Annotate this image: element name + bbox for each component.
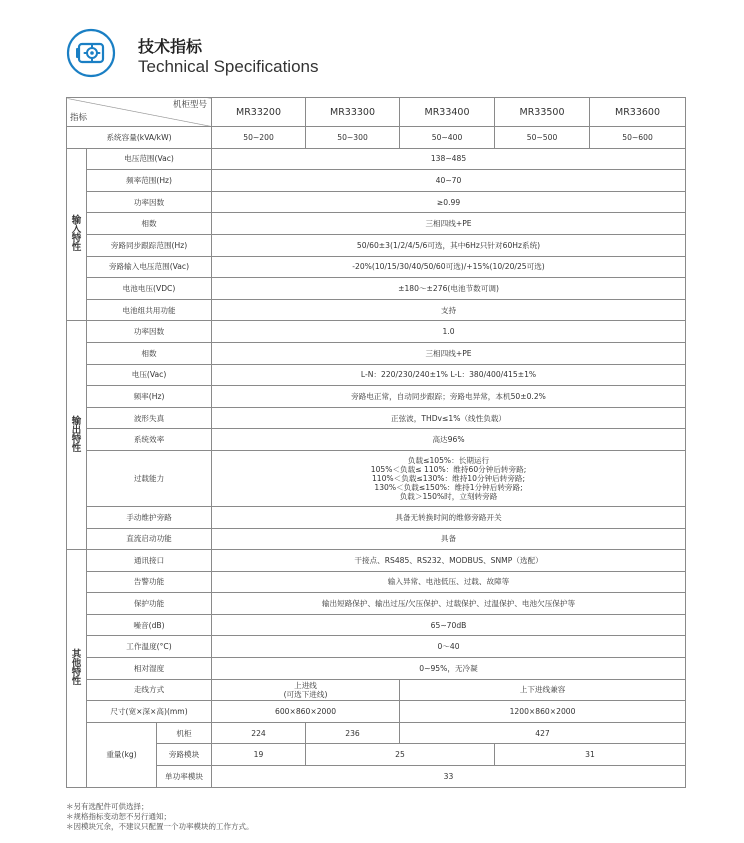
- table-row: [67, 571, 686, 593]
- row-label: 电池组共用功能: [87, 299, 212, 321]
- row-value: 输入异常、电池低压、过载、故障等: [212, 571, 686, 593]
- wiring-left-value: [212, 679, 400, 701]
- table-row: [67, 407, 686, 429]
- row-label: 功率因数: [87, 321, 212, 343]
- row-label: 系统效率: [87, 429, 212, 451]
- row-value: ±180～±276(电池节数可调): [212, 278, 686, 300]
- table-row: [67, 506, 686, 528]
- wiring-right-value: 上下进线兼容: [400, 679, 686, 701]
- row-label: 手动维护旁路: [87, 506, 212, 528]
- row-label: 保护功能: [87, 593, 212, 615]
- row-value: L-N：220/230/240±1% L-L：380/400/415±1%: [212, 364, 686, 386]
- model-header: MR33600: [590, 98, 686, 127]
- row-value: 具备无转换时间的维修旁路开关: [212, 506, 686, 528]
- table-row: [67, 614, 686, 636]
- row-label: 波形失真: [87, 407, 212, 429]
- table-row: [67, 234, 686, 256]
- model-header: MR33300: [306, 98, 400, 127]
- table-row: [67, 321, 686, 343]
- row-label: 尺寸(宽×深×高)(mm): [87, 701, 212, 723]
- capacity-value: 50~300: [306, 127, 400, 149]
- row-label: 相对湿度: [87, 658, 212, 680]
- weight-value: 25: [306, 744, 495, 766]
- table-row: [67, 593, 686, 615]
- wiring-row: [67, 679, 686, 701]
- row-value: 1.0: [212, 321, 686, 343]
- table-row: [67, 148, 686, 170]
- row-label: 频率范围(Hz): [87, 170, 212, 192]
- row-value: 高达96%: [212, 429, 686, 451]
- row-label: 电池电压(VDC): [87, 278, 212, 300]
- table-row: [67, 278, 686, 300]
- row-label: 相数: [87, 213, 212, 235]
- overload-line: 负载＞150%时，立刻转旁路: [399, 491, 498, 501]
- page-title: 技术指标: [138, 37, 203, 56]
- corner-bottom-label: 指标: [70, 113, 88, 123]
- weight-value: 33: [212, 766, 686, 788]
- weight-value: 427: [400, 722, 686, 744]
- weight-value: 19: [212, 744, 306, 766]
- page-subtitle: Technical Specifications: [138, 57, 319, 76]
- weight-label: 重量(kg): [87, 722, 157, 787]
- row-label: 旁路同步跟踪范围(Hz): [87, 234, 212, 256]
- wiring-left-line: 上进线: [294, 680, 317, 690]
- size-row: [67, 701, 686, 723]
- row-value: ≥0.99: [212, 191, 686, 213]
- row-label: 旁路输入电压范围(Vac): [87, 256, 212, 278]
- capacity-value: 50~600: [590, 127, 686, 149]
- footnote: ＊另有选配件可供选择；: [66, 802, 149, 811]
- row-label: 电压范围(Vac): [87, 148, 212, 170]
- category-output: 输出特性: [67, 321, 87, 550]
- row-value: 三相四线+PE: [212, 213, 686, 235]
- table-row: [67, 364, 686, 386]
- row-label: 噪音(dB): [87, 614, 212, 636]
- size-left-value: 600×860×2000: [212, 701, 400, 723]
- capacity-row: [67, 127, 686, 149]
- footnotes: [66, 802, 254, 832]
- category-other: 其他特性: [67, 550, 87, 788]
- row-value: 0～40: [212, 636, 686, 658]
- row-value: 具备: [212, 528, 686, 550]
- gear-spec-icon: [66, 28, 116, 78]
- table-row: [67, 636, 686, 658]
- table-row: [67, 429, 686, 451]
- weight-bypass-row: [67, 744, 686, 766]
- table-row: [67, 528, 686, 550]
- model-header: MR33200: [212, 98, 306, 127]
- table-row: [67, 658, 686, 680]
- capacity-value: 50~500: [495, 127, 590, 149]
- row-value: 0~95%，无冷凝: [212, 658, 686, 680]
- table-row: [67, 191, 686, 213]
- table-row: [67, 256, 686, 278]
- overload-line: 负载≤105%：长期运行: [407, 455, 490, 465]
- overload-line: 110%＜负载≤130%：维持10分钟后转旁路;: [371, 473, 526, 483]
- size-right-value: 1200×860×2000: [400, 701, 686, 723]
- corner-top-label: 机柜型号: [173, 100, 208, 110]
- row-value: 三相四线+PE: [212, 342, 686, 364]
- row-label: 走线方式: [87, 679, 212, 701]
- weight-value: 236: [306, 722, 400, 744]
- model-header-row: [67, 98, 686, 127]
- category-input: 输入特性: [67, 148, 87, 321]
- footnote: ＊因模块冗余，不建议只配置一个功率模块的工作方式。: [66, 822, 254, 831]
- wiring-left-line: (可选下进线): [283, 689, 328, 699]
- row-label: 通讯接口: [87, 550, 212, 572]
- row-value: -20%(10/15/30/40/50/60可选)/+15%(10/20/25可选): [212, 256, 686, 278]
- row-value: 正弦波，THDv≤1%（线性负载）: [212, 407, 686, 429]
- row-label: 频率(Hz): [87, 386, 212, 408]
- model-header: MR33500: [495, 98, 590, 127]
- model-header: MR33400: [400, 98, 495, 127]
- capacity-value: 50~400: [400, 127, 495, 149]
- footnote: ＊规格指标变动恕不另行通知；: [66, 812, 171, 821]
- spec-table: [66, 97, 686, 788]
- overload-value: [212, 450, 686, 506]
- weight-sub-label: 单功率模块: [157, 766, 212, 788]
- weight-value: 224: [212, 722, 306, 744]
- row-label: 系统容量(kVA/kW): [67, 127, 212, 149]
- row-value: 输出短路保护、输出过压/欠压保护、过载保护、过温保护、电池欠压保护等: [212, 593, 686, 615]
- overload-row: [67, 450, 686, 506]
- weight-sub-label: 旁路模块: [157, 744, 212, 766]
- table-row: [67, 299, 686, 321]
- weight-cabinet-row: [67, 722, 686, 744]
- weight-value: 31: [495, 744, 686, 766]
- row-value: 138~485: [212, 148, 686, 170]
- overload-line: 130%＜负载≤150%：维持1分钟后转旁路;: [374, 482, 523, 492]
- row-label: 告警功能: [87, 571, 212, 593]
- row-value: 旁路电正常，自动同步跟踪；旁路电异常，本机50±0.2%: [212, 386, 686, 408]
- table-row: [67, 170, 686, 192]
- row-value: 支持: [212, 299, 686, 321]
- overload-line: 105%＜负载≤ 110%：维持60分钟后转旁路;: [370, 464, 527, 474]
- capacity-value: 50~200: [212, 127, 306, 149]
- row-label: 过载能力: [87, 450, 212, 506]
- row-label: 电压(Vac): [87, 364, 212, 386]
- row-label: 功率因数: [87, 191, 212, 213]
- row-label: 直流启动功能: [87, 528, 212, 550]
- row-label: 相数: [87, 342, 212, 364]
- table-row: [67, 386, 686, 408]
- row-value: 50/60±3(1/2/4/5/6可选，其中6Hz只针对60Hz系统): [212, 234, 686, 256]
- table-row: [67, 342, 686, 364]
- row-label: 工作温度(°C): [87, 636, 212, 658]
- table-row: [67, 550, 686, 572]
- weight-sub-label: 机柜: [157, 722, 212, 744]
- table-row: [67, 213, 686, 235]
- corner-cell: [67, 98, 212, 127]
- row-value: 40~70: [212, 170, 686, 192]
- row-value: 65~70dB: [212, 614, 686, 636]
- row-value: 干接点、RS485、RS232、MODBUS、SNMP（选配）: [212, 550, 686, 572]
- weight-power-row: [67, 766, 686, 788]
